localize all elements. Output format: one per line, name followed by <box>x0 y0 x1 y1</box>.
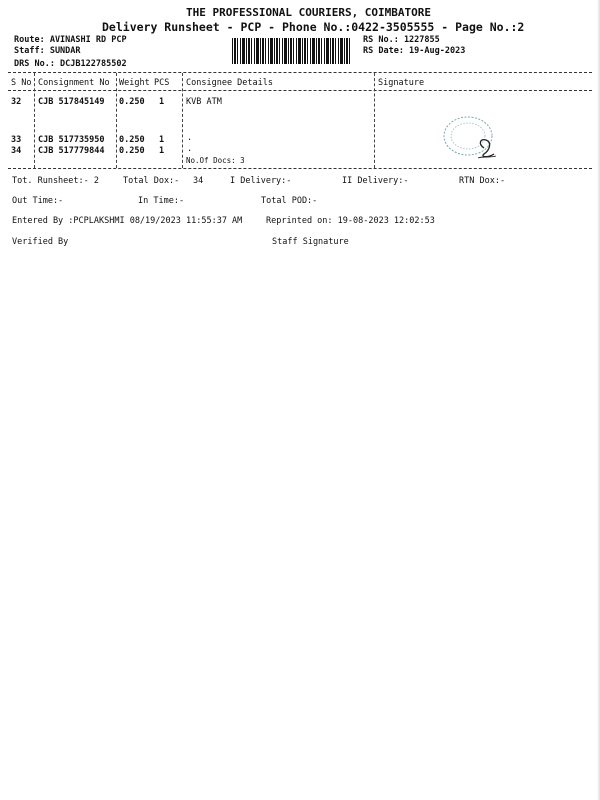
column-header-signature: Signature <box>378 78 425 88</box>
total-pod: Total POD:- <box>261 196 318 206</box>
table-row-details: . <box>187 133 193 143</box>
table-row-sno: 33 <box>11 135 22 145</box>
table-row-sno: 34 <box>11 146 22 156</box>
total-dox-label: Total Dox:- <box>123 176 180 186</box>
column-divider <box>34 73 35 168</box>
route-label: Route: AVINASHI RD PCP <box>14 35 127 45</box>
staff-label: Staff: SUNDAR <box>14 46 81 56</box>
table-row-weight: 0.250 <box>119 146 145 156</box>
tot-runsheet: Tot. Runsheet:- 2 <box>12 176 99 186</box>
column-divider <box>182 73 183 168</box>
rtn-dox: RTN Dox:- <box>459 176 506 186</box>
column-header-pcs: PCS <box>154 78 170 88</box>
column-header-consignment: Consignment No <box>38 78 110 88</box>
no-of-docs: No.Of Docs: 3 <box>186 156 245 165</box>
column-header-weight: Weight <box>119 78 150 88</box>
column-divider <box>374 73 375 168</box>
verified-by: Verified By <box>12 237 69 247</box>
stamp-signature-icon <box>438 114 508 166</box>
i-delivery: I Delivery:- <box>230 176 292 186</box>
divider <box>8 72 592 73</box>
table-row-pcs: 1 <box>159 146 165 156</box>
ii-delivery: II Delivery:- <box>342 176 409 186</box>
column-header-sno: S No <box>11 78 32 88</box>
divider <box>8 90 592 91</box>
runsheet-subtitle: Delivery Runsheet - PCP - Phone No.:0422-3505555 - Page No.:2 <box>102 20 525 34</box>
company-title: THE PROFESSIONAL COURIERS, COIMBATORE <box>186 6 432 19</box>
barcode <box>232 38 352 64</box>
table-row-pcs: 1 <box>159 97 165 107</box>
table-row-consignment: CJB 517735950 <box>38 135 105 145</box>
total-dox-value: 34 <box>193 176 204 186</box>
table-row-sno: 32 <box>11 97 22 107</box>
table-row-details: . <box>187 144 193 154</box>
table-row-consignment: CJB 517779844 <box>38 146 105 156</box>
rs-number: RS No.: 1227855 <box>363 35 440 45</box>
out-time: Out Time:- <box>12 196 64 206</box>
table-row-consignment: CJB 517845149 <box>38 97 105 107</box>
reprinted-on: Reprinted on: 19-08-2023 12:02:53 <box>266 216 435 226</box>
table-row-weight: 0.250 <box>119 97 145 107</box>
column-header-consignee: Consignee Details <box>186 78 273 88</box>
table-row-pcs: 1 <box>159 135 165 145</box>
drs-number: DRS No.: DCJB122785502 <box>14 59 127 69</box>
table-row-details: KVB ATM <box>186 97 222 107</box>
rs-date: RS Date: 19-Aug-2023 <box>363 46 466 56</box>
column-divider <box>116 73 117 168</box>
divider <box>8 168 592 169</box>
in-time: In Time:- <box>138 196 185 206</box>
staff-signature: Staff Signature <box>272 237 349 247</box>
table-row-weight: 0.250 <box>119 135 145 145</box>
entered-by: Entered By :PCPLAKSHMI 08/19/2023 11:55:37 AM <box>12 216 243 226</box>
